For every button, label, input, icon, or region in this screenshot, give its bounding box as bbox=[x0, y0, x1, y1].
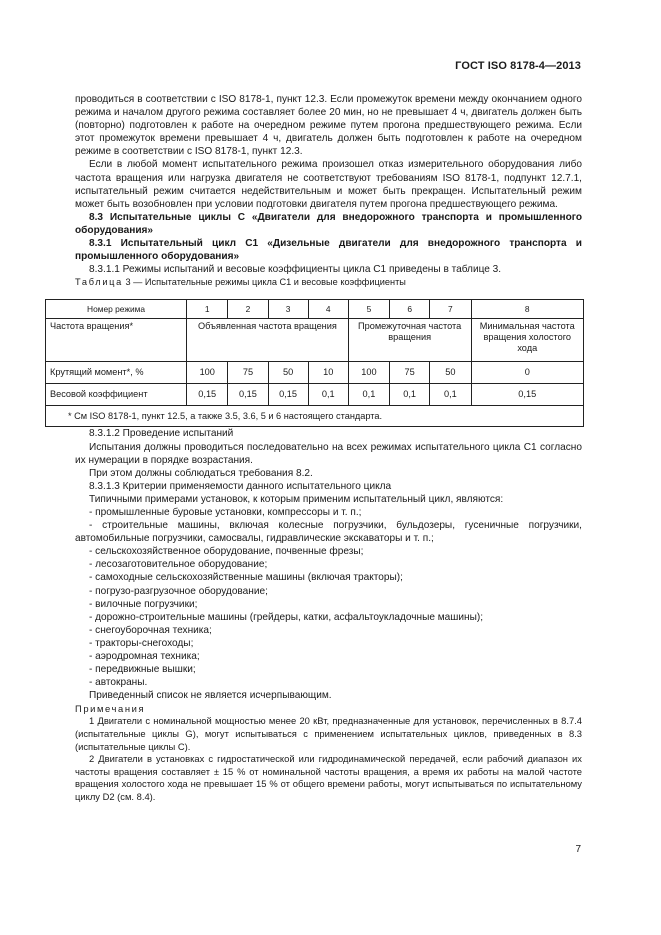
list-item: - передвижные вышки; bbox=[89, 664, 196, 676]
table-header-mode-number: Номер режима bbox=[46, 300, 187, 319]
table-caption bbox=[75, 276, 615, 289]
torque-label: Крутящий момент*, % bbox=[46, 362, 187, 384]
weight-mode-2: 0,15 bbox=[228, 384, 268, 406]
weight-mode-7: 0,1 bbox=[430, 384, 471, 406]
table-footnote: * См ISO 8178-1, пункт 12.5, а также 3.5, 3.6, 5 и 6 настоящего стандарта. bbox=[46, 406, 584, 427]
list-item: - сельскохозяйственное оборудование, почвенные фрезы; bbox=[89, 546, 364, 558]
document-code-header: ГОСТ ISO 8178-4—2013 bbox=[455, 60, 581, 72]
torque-mode-2: 75 bbox=[228, 362, 268, 384]
weight-mode-1: 0,15 bbox=[187, 384, 228, 406]
list-item: - снегоуборочная техника; bbox=[89, 624, 212, 636]
heading-8-3-1: 8.3.1 Испытательный цикл С1 «Дизельные двигатели для внедорожного транспорта и промышленного оборудования» bbox=[75, 238, 582, 263]
weight-mode-4: 0,1 bbox=[308, 384, 348, 406]
list-item: - вилочные погрузчики; bbox=[89, 598, 198, 610]
torque-mode-6: 75 bbox=[390, 362, 430, 384]
table-caption-label: Таблица bbox=[75, 277, 123, 288]
list-closing-note: Приведенный список не является исчерпывающим. bbox=[89, 690, 332, 702]
table-caption-text: 3 — Испытательные режимы цикла С1 и весовые коэффициенты bbox=[125, 277, 406, 288]
page-number: 7 bbox=[575, 844, 581, 855]
weight-mode-5: 0,1 bbox=[348, 384, 389, 406]
list-item: - промышленные буровые установки, компрессоры и т. п.; bbox=[89, 506, 362, 518]
section-8-3-1-2-p2: При этом должны соблюдаться требования 8.2. bbox=[89, 467, 313, 479]
section-8-3-1-3-title: 8.3.1.3 Критерии применяемости данного испытательного цикла bbox=[89, 480, 392, 492]
speed-rated: Объявленная частота вращения bbox=[187, 319, 349, 362]
list-item: - дорожно-строительные машины (грейдеры, катки, асфальтоукладочные машины); bbox=[89, 611, 484, 623]
list-item: - самоходные сельскохозяйственные машины (включая тракторы); bbox=[89, 572, 403, 584]
mode-number-4: 4 bbox=[308, 300, 348, 319]
list-item: - лесозаготовительное оборудование; bbox=[89, 559, 268, 571]
list-item: - строительные машины, включая колесные погрузчики, бульдозеры, гусеничные погрузчики, автомобильные погрузчики, самосвалы, гидравлические экскаваторы и т. п.; bbox=[75, 520, 582, 545]
speed-idle: Минимальная частота вращения холостого хода bbox=[471, 319, 584, 362]
section-8-3-1-2-title: 8.3.1.2 Проведение испытаний bbox=[89, 428, 234, 440]
section-8-3-1-2-p1: Испытания должны проводиться последовательно на всех режимах испытательного цикла С1 согласно их нумерации в порядке возрастания. bbox=[75, 441, 582, 466]
paragraph-failure: Если в любой момент испытательного режима произошел отказ измерительного оборудования либо частота вращения или нагрузка двигателя не соответствуют требованиям ISO 8178-1, подпункт 12.7.1, испытательный режим считается недействительным и может быть прекращен. Испытательный режим может быть возобновлен при условии подготовки двигателя путем прогона предшествующего режима. bbox=[75, 159, 582, 210]
speed-label: Частота вращения* bbox=[46, 319, 187, 362]
section-8-3-1-3-intro: Типичными примерами установок, к которым применим испытательный цикл, являются: bbox=[89, 493, 504, 505]
mode-number-7: 7 bbox=[430, 300, 471, 319]
note-2: 2 Двигатели в установках с гидростатической или гидродинамической передачей, если рабочий диапазон их частоты вращения составляет ± 15 % от номинальной частоты вращения, а время их работы на малой частоте вращения холостого хода не превышает 15 % от общего времени работы, могут испытываться по испытательному циклу D2 (см. 8.4). bbox=[75, 753, 582, 803]
list-item: - аэродромная техника; bbox=[89, 651, 200, 662]
heading-8-3: 8.3 Испытательные циклы С «Двигатели для внедорожного транспорта и промышленного оборудования» bbox=[75, 211, 582, 236]
table-row-footnote bbox=[46, 406, 584, 427]
mode-number-1: 1 bbox=[187, 300, 228, 319]
mode-number-3: 3 bbox=[268, 300, 308, 319]
paragraph-continuation: проводиться в соответствии с ISO 8178-1, пункт 12.3. Если промежуток времени между окончанием одного режима и началом другого режима составляет более 20 мин, но не превышает 4 ч, двигатель должен быть (повторно) подготовлен к работе на очередном режиме путем прогона предшествующего режима. Если этот промежуток времени превышает 4 ч, двигатель должен быть подготовлен к работе на очередном режиме в соответствии с ISO 8178-1, пункт 12.3. bbox=[75, 94, 582, 158]
page-content bbox=[50, 93, 582, 804]
torque-mode-5: 100 bbox=[348, 362, 389, 384]
weight-label: Весовой коэффициент bbox=[46, 384, 187, 406]
list-item: - тракторы-снегоходы; bbox=[89, 637, 194, 649]
mode-number-8: 8 bbox=[471, 300, 584, 319]
mode-number-5: 5 bbox=[348, 300, 389, 319]
list-item: - погрузо-разгрузочное оборудование; bbox=[89, 585, 268, 597]
weight-mode-8: 0,15 bbox=[471, 384, 584, 406]
torque-mode-3: 50 bbox=[268, 362, 308, 384]
list-item: - автокраны. bbox=[89, 677, 148, 689]
table-test-modes-c1 bbox=[45, 299, 584, 427]
notes-title: Примечания bbox=[75, 703, 146, 715]
paragraph-8-3-1-1: 8.3.1.1 Режимы испытаний и весовые коэффициенты цикла С1 приведены в таблице 3. bbox=[89, 264, 502, 276]
table-row-torque bbox=[46, 362, 584, 384]
mode-number-2: 2 bbox=[228, 300, 268, 319]
torque-mode-1: 100 bbox=[187, 362, 228, 384]
table-row-weight bbox=[46, 384, 584, 406]
table-row-header bbox=[46, 300, 584, 319]
weight-mode-6: 0,1 bbox=[390, 384, 430, 406]
note-1: 1 Двигатели с номинальной мощностью менее 20 кВт, предназначенные для установок, перечисленных в 8.7.4 (испытательные циклы G), могут испытываться с применением испытательных циклов, приведенных в 8.3 (испытательные циклы С). bbox=[75, 715, 582, 752]
mode-number-6: 6 bbox=[390, 300, 430, 319]
torque-mode-7: 50 bbox=[430, 362, 471, 384]
torque-mode-4: 10 bbox=[308, 362, 348, 384]
torque-mode-8: 0 bbox=[471, 362, 584, 384]
speed-intermediate: Промежуточная частота вращения bbox=[348, 319, 471, 362]
weight-mode-3: 0,15 bbox=[268, 384, 308, 406]
table-row-speed bbox=[46, 319, 584, 362]
